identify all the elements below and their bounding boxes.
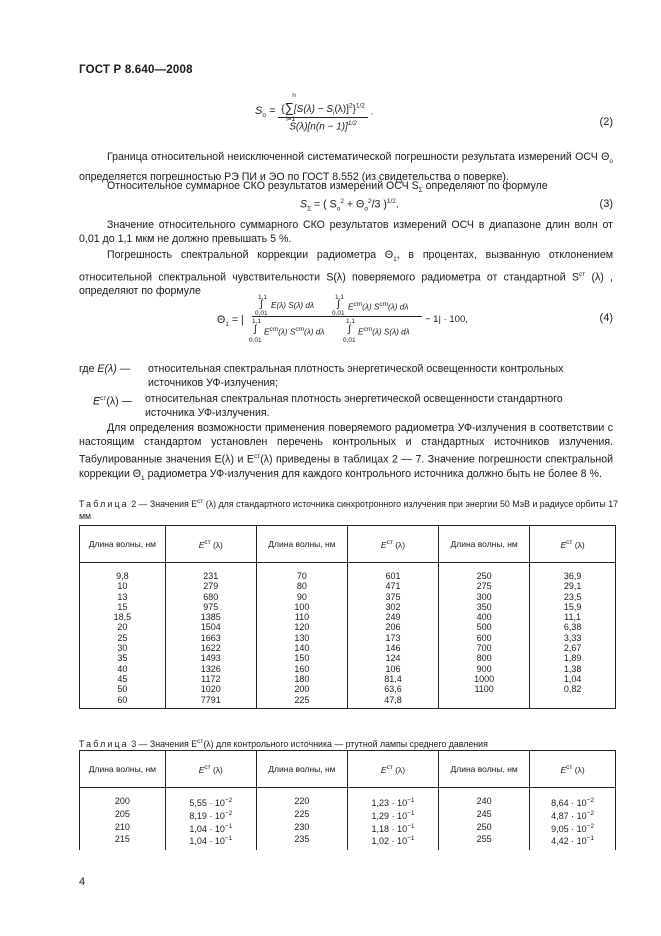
paragraph-error-bound: Граница относительной неисключенной систематической погрешности результата измерений ОСЧ $\Theta_о$ определяется погрешностью РЭ ПИ и ЭО по ГОСТ 8.552 (из свидетельства о поверке). — [79, 151, 613, 183]
table-row — [80, 622, 616, 632]
table-cell: 250 — [439, 571, 530, 581]
table-cell: 13 — [80, 592, 166, 602]
table-cell: 210 — [80, 822, 166, 835]
column-header: Длина волны, нм — [256, 751, 347, 788]
paragraph-total-sko: Относительное суммарное СКО результатов измерений ОСЧ $S_\Sigma$ определяют по формуле — [107, 180, 548, 195]
table-cell: 70 — [256, 571, 347, 581]
table-cell: 173 — [347, 633, 438, 643]
table-cell: 235 — [256, 834, 347, 850]
table-cell: 225 — [256, 695, 347, 709]
table-cell: 1172 — [165, 674, 256, 684]
table-header-row — [80, 526, 616, 563]
column-header: $E^{ст}$ (λ) — [530, 751, 616, 788]
column-header: $E^{ст}$ (λ) — [165, 526, 256, 563]
table-cell: 140 — [256, 643, 347, 653]
table-row — [80, 602, 616, 612]
table-cell: 225 — [256, 809, 347, 822]
table-cell — [439, 695, 530, 709]
table-cell: 18,5 — [80, 612, 166, 622]
table-cell: 200 — [256, 684, 347, 694]
table-cell: 30 — [80, 643, 166, 653]
equation-number-3: (3) — [599, 198, 613, 210]
table-cell: 205 — [80, 809, 166, 822]
table-cell: 45 — [80, 674, 166, 684]
table-cell: 601 — [347, 571, 438, 581]
table-cell: 160 — [256, 664, 347, 674]
table-cell: 1326 — [165, 664, 256, 674]
table-cell: 1663 — [165, 633, 256, 643]
formula-2-lhs: S — [255, 105, 263, 118]
table-cell: 150 — [256, 653, 347, 663]
table-cell: 6,38 — [530, 622, 616, 632]
table-cell: 106 — [347, 664, 438, 674]
table-cell: 47,8 — [347, 695, 438, 709]
standard-header: ГОСТ Р 8.640—2008 — [79, 64, 193, 76]
table-cell: 600 — [439, 633, 530, 643]
table-cell: 700 — [439, 643, 530, 653]
table-cell: $1,04 \cdot 10^{-1}$ — [165, 834, 256, 850]
table-cell: 10 — [80, 581, 166, 591]
table-cell: 36,9 — [530, 571, 616, 581]
table-cell: $4,87 \cdot 10^{-2}$ — [530, 809, 616, 822]
table-cell: 1,89 — [530, 653, 616, 663]
table-cell: 375 — [347, 592, 438, 602]
table-cell: 60 — [80, 695, 166, 709]
table-row — [80, 581, 616, 591]
page-number: 4 — [79, 876, 86, 888]
table-cell: 1100 — [439, 684, 530, 694]
table-row — [80, 653, 616, 663]
table-cell: $5,55 \cdot 10^{-2}$ — [165, 796, 256, 809]
table-cell: 15,9 — [530, 602, 616, 612]
paragraph-correction-error: Погрешность спектральной коррекции радиометра $\Theta_1$, в процентах, вызванную отклонением относительной спектральной чувствительности S(λ) поверяемого радиометра от стандартной $S^{ст}$ (λ) , определяют по формуле — [79, 249, 614, 298]
table-cell: 110 — [256, 612, 347, 622]
column-header: $E^{ст}$ (λ) — [165, 751, 256, 788]
column-header: $E^{ст}$ (λ) — [347, 751, 438, 788]
table-cell: 230 — [256, 822, 347, 835]
table-cell: 250 — [439, 822, 530, 835]
table-row — [80, 643, 616, 653]
table-cell: 3,33 — [530, 633, 616, 643]
table-row — [80, 834, 616, 850]
equation-number-4: (4) — [599, 312, 613, 324]
table-cell: 40 — [80, 664, 166, 674]
table-row — [80, 796, 616, 809]
table-cell: 25 — [80, 633, 166, 643]
table-cell: 300 — [439, 592, 530, 602]
table-3 — [79, 750, 616, 850]
table-3-caption: Таблица 3 — Значения $E^{ст}(\lambda)$ для контрольного источника — ртутной лампы среднего давления — [79, 738, 488, 749]
column-header: Длина волны, нм — [439, 526, 530, 563]
table-cell: 680 — [165, 592, 256, 602]
table-row — [80, 612, 616, 622]
table-cell: 11,1 — [530, 612, 616, 622]
table-cell: 120 — [256, 622, 347, 632]
document-page: ГОСТ Р 8.640—2008 $S_o$ = n $\{\sum[S(\lambda) - S_i(\lambda)]^2\}^{1/2}$ i=1 $S(\lambda)[n(n - 1)]^{1/2}$ . (2) Граница относительной неисключенной систематической погрешности результата измерений ОСЧ $\Theta_о$ определяется погрешностью РЭ ПИ и ЭО по ГОСТ 8.552 (из свидетельства о поверке). Относительное суммарное СКО результатов измерений ОСЧ $S_\Sigma$ определяют по формуле $S_\Sigma$ = ( $S_o^2 + \Theta_o^2/3$ )$^{1/2}$. (3) Значение относительного суммарного СКО результатов измерений ОСЧ в диапазоне длин волн от 0,01 до 1,1 мкм не должно превышать 5 %. Погрешность спектральной коррекции радиометра $\Theta_1$, в процентах, вызванную отклонением относительной спектральной чувствительности S(λ) поверяемого радиометра от стандартной $S^{ст}$ (λ) , определяют по формуле $\Theta_1$ = | 1,1 ∫ 0,01 E(λ) S(λ) dλ 1,1 ∫ 0,01 $E^{ст}(\lambda)$ $S^{ст}(\lambda)$ dλ 1,1 ∫ 0,01 $E^{ст}(\lambda)$ $S^{ст}(\lambda)$ dλ 1,1 ∫ 0,01 $E^{ст}(\lambda)$ S(λ) dλ − 1| · 100, (4) где E(λ) — относительная спектральная плотность энергетической освещенности контрольных источников УФ-излучения; $E^{ст}(\lambda)$ — относительная спектральная плотность энергетической освещенности стандартного источника УФ-излучения. Для определения возможности применения поверяемого радиометра УФ-излучения в соответствии с настоящим стандартом установлен перечень контрольных и стандартных источников излучения. Табулированные значения E(λ) и $E^{ст}(\lambda)$ приведены в таблицах 2 — 7. Значение погрешности спектральной коррекции $\Theta_1$ радиометра УФ-излучения для каждого контрольного источника должно быть не более 8 %. Таблица 2 — Значения $E^{ст}$ (λ) для стандартного источника синхротронного излучения при энергии 50 МэВ и радиусе орбиты 17 мм Длина волны, нм $E^{ст}$ (λ) Длина волны, нм $E^{ст}$ (λ) Длина волны, нм $E^{ст}$ (λ) 9,8 231 70 601 250 36,9 10 279 80 471 275 29,1 13 680 90 375 300 23,5 15 975 100 302 350 15,9 18,5 1385 110 249 400 11,1 20 1504 120 206 500 6,38 25 1663 130 173 600 3,33 30 1622 140 146 700 2,67 35 1493 150 124 800 1,89 40 1326 160 106 900 1,38 45 1172 180 81,4 1000 1,04 50 1020 200 63,6 1100 0,82 60 7791 225 47,8 Таблица 3 — Значения $E^{ст}(\lambda)$ для контрольного источника — ртутной лампы среднего давления Длина волны, нм $E^{ст}$ (λ) Длина волны, нм $E^{ст}$ (λ) Длина волны, нм $E^{ст}$ (λ) 200 $5,55 \cdot 10^{-2}$ 220 $1,23 \cdot 10^{-1}$ 240 $8,64 \cdot 10^{-2}$ 205 $8,19 \cdot 10^{-2}$ 225 $1,29 \cdot 10^{-1}$ 245 $4,87 \cdot 10^{-2}$ 210 $1,04 \cdot 10^{-1}$ 230 $1,18 \cdot 10^{-1}$ 250 $9,05 \cdot 10^{-2}$ 215 $1,04 \cdot 10^{-1}$ 235 $1,02 \cdot 10^{-1}$ 255 $4,42 \cdot 10^{-1}$ 4 — [79, 64, 618, 888]
table-row — [80, 822, 616, 835]
table-cell: 0,82 — [530, 684, 616, 694]
table-cell: $1,23 \cdot 10^{-1}$ — [347, 796, 438, 809]
table-cell: $8,64 \cdot 10^{-2}$ — [530, 796, 616, 809]
column-header: Длина волны, нм — [80, 526, 166, 563]
table-cell: 81,4 — [347, 674, 438, 684]
formula-4-numerator: 1,1 ∫ 0,01 E(λ) S(λ) dλ 1,1 ∫ 0,01 $E^{ст}(\lambda)$ $S^{ст}(\lambda)$ dλ — [252, 294, 422, 317]
table-row — [80, 633, 616, 643]
column-header: $E^{ст}$ (λ) — [347, 526, 438, 563]
table-cell: 23,5 — [530, 592, 616, 602]
table-cell: 124 — [347, 653, 438, 663]
table-cell: 245 — [439, 809, 530, 822]
table-cell: $1,18 \cdot 10^{-1}$ — [347, 822, 438, 835]
table-cell: $1,02 \cdot 10^{-1}$ — [347, 834, 438, 850]
table-cell: 130 — [256, 633, 347, 643]
table-row — [80, 571, 616, 581]
table-cell: 63,6 — [347, 684, 438, 694]
table-cell: 7791 — [165, 695, 256, 709]
table-cell: 302 — [347, 602, 438, 612]
table-cell: 1,38 — [530, 664, 616, 674]
table-cell: 146 — [347, 643, 438, 653]
table-cell: 1493 — [165, 653, 256, 663]
table-cell: 900 — [439, 664, 530, 674]
equation-number-2: (2) — [599, 116, 613, 128]
table-2 — [79, 525, 616, 709]
table-cell: 1000 — [439, 674, 530, 684]
column-header: $E^{ст}$ (λ) — [530, 526, 616, 563]
table-cell: 200 — [80, 796, 166, 809]
table-row — [80, 664, 616, 674]
table-cell: 275 — [439, 581, 530, 591]
table-cell: 471 — [347, 581, 438, 591]
definition-item: где E(λ) — относительная спектральная плотность энергетической освещенности контрольных источников УФ-излучения; — [79, 363, 564, 390]
table-cell: 29,1 — [530, 581, 616, 591]
table-cell: 350 — [439, 602, 530, 612]
formula-2-fraction: n $\{\sum[S(\lambda) - S_i(\lambda)]^2\}^{1/2}$ i=1 $S(\lambda)[n(n - 1)]^{1/2}$ — [278, 92, 368, 132]
formula-4-denominator: 1,1 ∫ 0,01 $E^{ст}(\lambda)$ $S^{ст}(\lambda)$ dλ 1,1 ∫ 0,01 $E^{ст}(\lambda)$ S(λ) dλ — [249, 318, 410, 344]
table-cell: 800 — [439, 653, 530, 663]
table-cell: 1020 — [165, 684, 256, 694]
table-row — [80, 695, 616, 709]
table-cell: 35 — [80, 653, 166, 663]
table-row — [80, 592, 616, 602]
table-2-caption: Таблица 2 — Значения $E^{ст}$ (λ) для стандартного источника синхротронного излучения при энергии 50 МэВ и радиусе орбиты 17 мм — [79, 498, 618, 521]
table-cell: 240 — [439, 796, 530, 809]
table-row — [80, 684, 616, 694]
table-row — [80, 809, 616, 822]
table-cell: $1,29 \cdot 10^{-1}$ — [347, 809, 438, 822]
paragraph-sources: Для определения возможности применения поверяемого радиометра УФ-излучения в соответствии с настоящим стандартом установлен перечень контрольных и стандартных источников излучения. Табулированные значения E(λ) и $E^{ст}(\lambda)$ приведены в таблицах 2 — 7. Значение погрешности спектральной коррекции $\Theta_1$ радиометра УФ-излучения для каждого контрольного источника должно быть не более 8 %. — [79, 422, 614, 482]
table-cell: 1622 — [165, 643, 256, 653]
table-cell: 1504 — [165, 622, 256, 632]
table-cell: 1,04 — [530, 674, 616, 684]
definitions-list — [79, 362, 613, 421]
table-cell — [530, 695, 616, 709]
table-cell: 500 — [439, 622, 530, 632]
table-cell: 2,67 — [530, 643, 616, 653]
table-cell: 50 — [80, 684, 166, 694]
table-cell: 975 — [165, 602, 256, 612]
paragraph-limit: Значение относительного суммарного СКО результатов измерений ОСЧ в диапазоне длин волн от 0,01 до 1,1 мкм не должно превышать 5 %. — [79, 219, 613, 246]
table-cell: 9,8 — [80, 571, 166, 581]
table-cell: 400 — [439, 612, 530, 622]
table-cell: 206 — [347, 622, 438, 632]
table-cell: 255 — [439, 834, 530, 850]
table-cell: $8,19 \cdot 10^{-2}$ — [165, 809, 256, 822]
table-cell: 100 — [256, 602, 347, 612]
table-cell: 215 — [80, 834, 166, 850]
table-cell: 231 — [165, 571, 256, 581]
table-cell: 220 — [256, 796, 347, 809]
table-cell: 1385 — [165, 612, 256, 622]
table-cell: 15 — [80, 602, 166, 612]
table-cell: 80 — [256, 581, 347, 591]
table-row — [80, 674, 616, 684]
table-cell: 249 — [347, 612, 438, 622]
column-header: Длина волны, нм — [80, 751, 166, 788]
table-cell: 279 — [165, 581, 256, 591]
table-cell: $4,42 \cdot 10^{-1}$ — [530, 834, 616, 850]
column-header: Длина волны, нм — [256, 526, 347, 563]
table-cell: 20 — [80, 622, 166, 632]
table-cell: $9,05 \cdot 10^{-2}$ — [530, 822, 616, 835]
table-cell: 90 — [256, 592, 347, 602]
table-cell: $1,04 \cdot 10^{-1}$ — [165, 822, 256, 835]
table-cell: 180 — [256, 674, 347, 684]
definition-item: $E^{ст}(\lambda)$ — относительная спектральная плотность энергетической освещенности стандартного источника УФ-излучения. — [93, 392, 563, 420]
column-header: Длина волны, нм — [439, 751, 530, 788]
table-header-row — [80, 751, 616, 788]
